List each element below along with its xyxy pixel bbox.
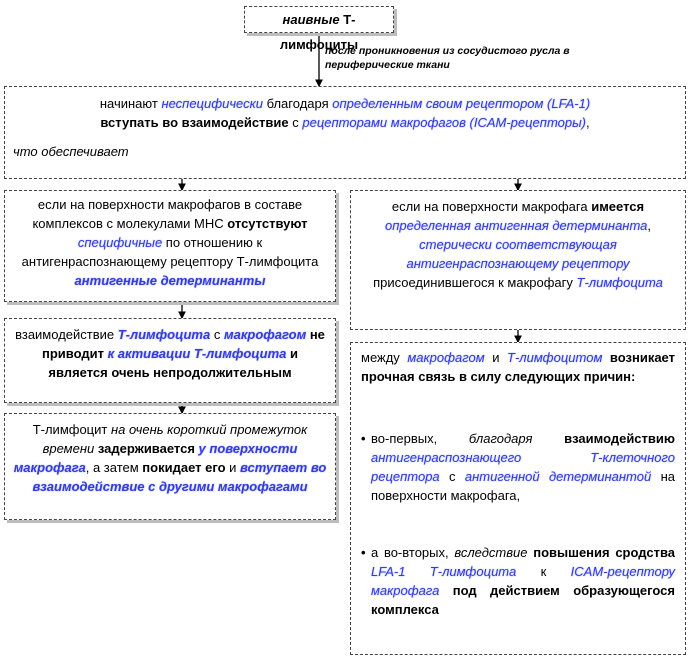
right1-p6: присоединившегося к макрофагу xyxy=(373,275,577,290)
right1-has: имеется xyxy=(591,199,645,214)
naive-t-lymphocytes-box xyxy=(244,6,394,52)
no-activation-box xyxy=(4,318,336,403)
b1-determinant: антигенной детерминантой xyxy=(464,469,652,484)
bullet-dot-icon: • xyxy=(361,431,366,446)
right2-p5: возникает прочная связь в силу следующих причин: xyxy=(361,350,675,384)
box2-text xyxy=(13,94,677,132)
b1-first: во-первых, xyxy=(371,431,469,446)
right1-tlymph: Т-лимфоцита xyxy=(576,275,663,290)
b1-surface: на поверхности макрофага, xyxy=(371,469,675,503)
b2-complex: под действием образующегося комплекса xyxy=(371,583,675,617)
note-line-2: периферические ткани xyxy=(325,59,450,71)
left2-short: и является очень непродолжительным xyxy=(48,346,299,380)
left2-tlymph: Т-лимфоцита xyxy=(117,327,211,342)
left3-p1: Т-лимфоцит xyxy=(32,422,111,437)
left3-surface: у поверхности макрофага xyxy=(13,441,298,475)
b2-lfa1: LFA-1 Т-лимфоцита xyxy=(371,564,517,579)
box2-receptor-lfa1: определенным своим рецептором (LFA-1) xyxy=(332,96,591,111)
left2-no-lead: не приводит xyxy=(41,327,325,361)
right1-determinant: определенная антигенная детерминанта xyxy=(385,218,648,233)
left2-p3: с xyxy=(210,327,224,342)
left3-p5: , а затем xyxy=(85,460,143,475)
left2-macrophage: макрофагом xyxy=(223,327,307,342)
left3-delays: задерживается xyxy=(94,441,199,456)
right1-p4: , xyxy=(647,218,651,233)
note-line-1: после проникновения из сосудистого русла в xyxy=(325,45,570,57)
b1-tcr: антигенраспознающего Т-клеточного рецептора xyxy=(371,450,675,484)
b2-to: к xyxy=(516,564,571,579)
box2-p6: с xyxy=(288,115,303,130)
left1-antigen-det: антигенные детерминанты xyxy=(74,273,266,288)
b1-thanks: благодаря xyxy=(468,431,533,446)
no-antigen-box xyxy=(4,190,336,302)
right2-macrophage: макрофагом xyxy=(407,350,485,365)
box2-p8: , xyxy=(585,115,590,130)
box2-interact: вступать во взаимодействие xyxy=(100,115,289,130)
bullet-dot-icon: • xyxy=(361,545,366,560)
nonspecific-binding-box xyxy=(4,86,686,179)
box2-provides: что обеспечивает xyxy=(13,144,129,159)
left2-p1: взаимодействие xyxy=(15,327,118,342)
right1-p1: если на поверхности макрофага xyxy=(391,199,592,214)
left1-absent: отсутствуют xyxy=(227,216,308,231)
right2-bullet-2 xyxy=(361,543,675,619)
left1-p5: по отношению к антигенраспознающему рецептору Т-лимфоцита xyxy=(21,235,319,269)
antigen-present-box xyxy=(350,190,686,330)
box2-icam: рецепторами макрофагов (ICAM-рецепторы) xyxy=(302,115,586,130)
right2-p1: между xyxy=(361,350,408,365)
b1-interaction: взаимодействию xyxy=(532,431,675,446)
left3-short-time: на очень короткий промежуток времени xyxy=(42,422,308,456)
b2-second: а во-вторых, xyxy=(371,545,455,560)
right2-tlymph: Т-лимфоцитом xyxy=(507,350,603,365)
b2-increase: повышения сродства xyxy=(527,545,675,560)
left2-activation: к активации Т-лимфоцита xyxy=(107,346,287,361)
top-t-lymph: Т-лимфоциты xyxy=(279,12,359,52)
b2-due: вследствие xyxy=(454,545,528,560)
left1-specific: специфичные xyxy=(77,235,163,250)
b1-with: с xyxy=(439,469,465,484)
box2-p1: начинают xyxy=(99,96,162,111)
strong-bond-box xyxy=(350,342,686,655)
right2-p3: и xyxy=(484,350,508,365)
leaves-macrophage-box xyxy=(4,413,336,520)
right2-bullet-1 xyxy=(361,429,675,505)
migration-note xyxy=(325,44,685,72)
right1-sterically: стерически соответствующая антигенраспознающему рецептору xyxy=(406,237,630,271)
b2-icam: ICAM-рецептору макрофага xyxy=(371,564,675,598)
box2-p3: благодаря xyxy=(263,96,333,111)
box2-nonspecific: неспецифически xyxy=(161,96,263,111)
right2-intro xyxy=(361,348,675,386)
left3-leaves: покидает его xyxy=(142,460,226,475)
top-naive: наивные xyxy=(282,12,340,27)
left3-p7: и xyxy=(225,460,241,475)
left1-p1: если на поверхности макрофагов в составе комплексов с молекулами МНС xyxy=(32,197,303,231)
left3-enters: вступает во взаимодействие с другими макрофагами xyxy=(32,460,327,494)
